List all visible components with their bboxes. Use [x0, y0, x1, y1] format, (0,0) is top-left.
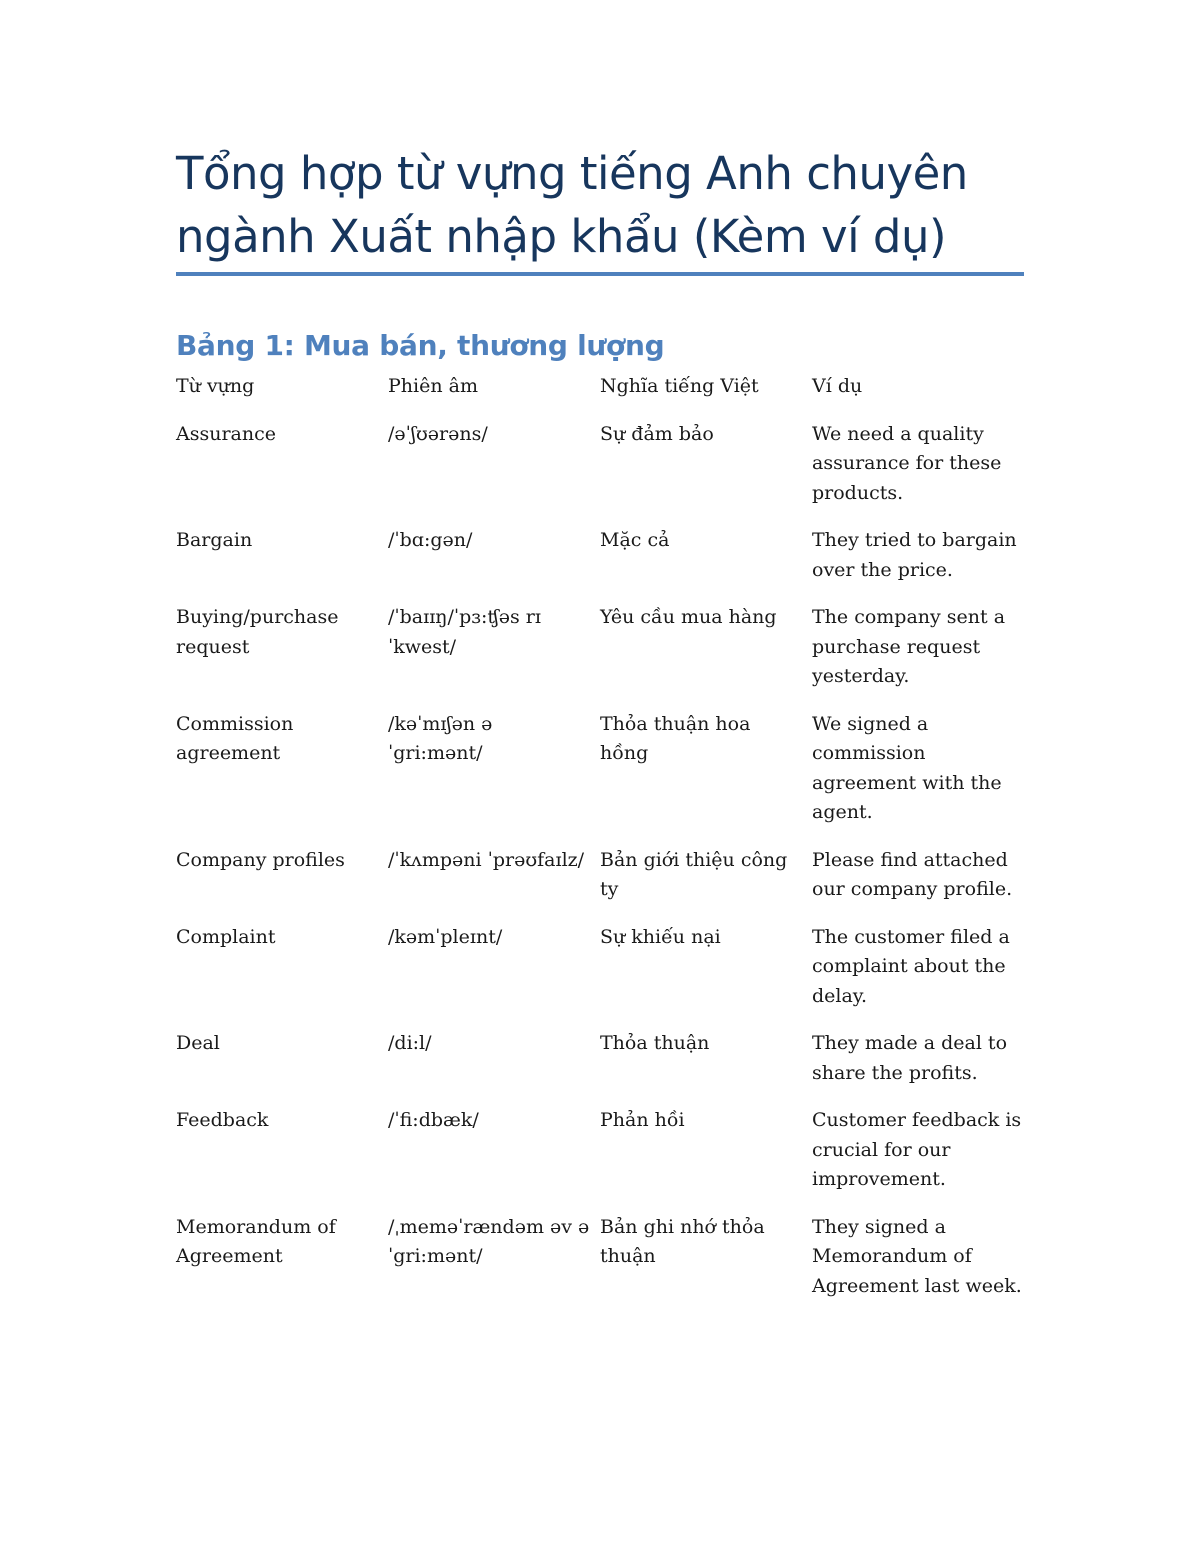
cell-meaning: Thỏa thuận hoa hồng: [600, 712, 751, 764]
table-row: [176, 420, 1024, 527]
cell-pronunciation: /ˈbɑ:gən/: [388, 529, 473, 551]
cell-word: Company profiles: [176, 848, 345, 871]
cell-word: Bargain: [176, 529, 253, 551]
cell-example: The customer filed a complaint about the delay.: [812, 925, 1010, 1007]
header-pronunciation: Phiên âm: [388, 375, 478, 397]
cell-example: We need a quality assurance for these products.: [812, 422, 1002, 504]
vocabulary-table: [176, 370, 1024, 1319]
cell-pronunciation: /əˈʃʊərəns/: [388, 422, 488, 445]
cell-word: Feedback: [176, 1109, 269, 1131]
title-underline-rule: [176, 272, 1024, 276]
cell-meaning: Bản giới thiệu công ty: [600, 848, 788, 900]
cell-meaning: Phản hồi: [600, 1109, 685, 1131]
header-example: Ví dụ: [812, 375, 863, 397]
cell-example: Please find attached our company profile.: [812, 848, 1013, 900]
cell-meaning: Mặc cả: [600, 529, 670, 551]
table-row: [176, 1106, 1024, 1213]
cell-meaning: Thỏa thuận: [600, 1032, 710, 1054]
cell-pronunciation: /ˈfi:dbæk/: [388, 1109, 479, 1131]
cell-pronunciation: /kəmˈpleɪnt/: [388, 925, 503, 948]
cell-pronunciation: /ˌmeməˈrændəm əv əˈgri:mənt/: [388, 1215, 590, 1267]
table-row: [176, 1213, 1024, 1320]
cell-word: Memorandum of Agreement: [176, 1215, 336, 1267]
cell-meaning: Yêu cầu mua hàng: [600, 606, 777, 628]
cell-example: They tried to bargain over the price.: [812, 529, 1017, 581]
cell-word: Deal: [176, 1032, 220, 1054]
document-title: Tổng hợp từ vựng tiếng Anh chuyên ngành Xuất nhập khẩu (Kèm ví dụ): [176, 147, 968, 263]
cell-word: Complaint: [176, 925, 276, 948]
cell-example: Customer feedback is crucial for our improvement.: [812, 1109, 1022, 1190]
cell-pronunciation: /di:l/: [388, 1032, 432, 1054]
cell-pronunciation: /ˈkʌmpəni ˈprəʊfaɪlz/: [388, 848, 585, 871]
section-heading: Bảng 1: Mua bán, thương lượng: [176, 329, 665, 362]
table-row: [176, 846, 1024, 923]
table-header-row: [176, 370, 1024, 420]
cell-example: They made a deal to share the profits.: [812, 1032, 1008, 1084]
cell-meaning: Sự khiếu nại: [600, 925, 721, 948]
cell-meaning: Sự đảm bảo: [600, 422, 714, 445]
header-word: Từ vựng: [176, 375, 255, 397]
cell-meaning: Bản ghi nhớ thỏa thuận: [600, 1215, 765, 1267]
cell-word: Assurance: [176, 422, 276, 445]
table-row: [176, 526, 1024, 603]
table-row: [176, 710, 1024, 846]
cell-example: The company sent a purchase request yesterday.: [812, 606, 1006, 687]
cell-word: Buying/purchase request: [176, 606, 339, 658]
cell-pronunciation: /kəˈmɪʃən ə ˈgri:mənt/: [388, 712, 493, 764]
table-row: [176, 923, 1024, 1030]
header-meaning: Nghĩa tiếng Việt: [600, 375, 759, 397]
cell-pronunciation: /ˈbaɪɪŋ/ˈpɜ:ʧəs rɪ ˈkwest/: [388, 606, 541, 658]
cell-example: We signed a commission agreement with the agent.: [812, 712, 1002, 823]
cell-example: They signed a Memorandum of Agreement last week.: [812, 1215, 1022, 1297]
cell-word: Commission agreement: [176, 712, 294, 764]
table-row: [176, 1029, 1024, 1106]
table-row: [176, 603, 1024, 710]
